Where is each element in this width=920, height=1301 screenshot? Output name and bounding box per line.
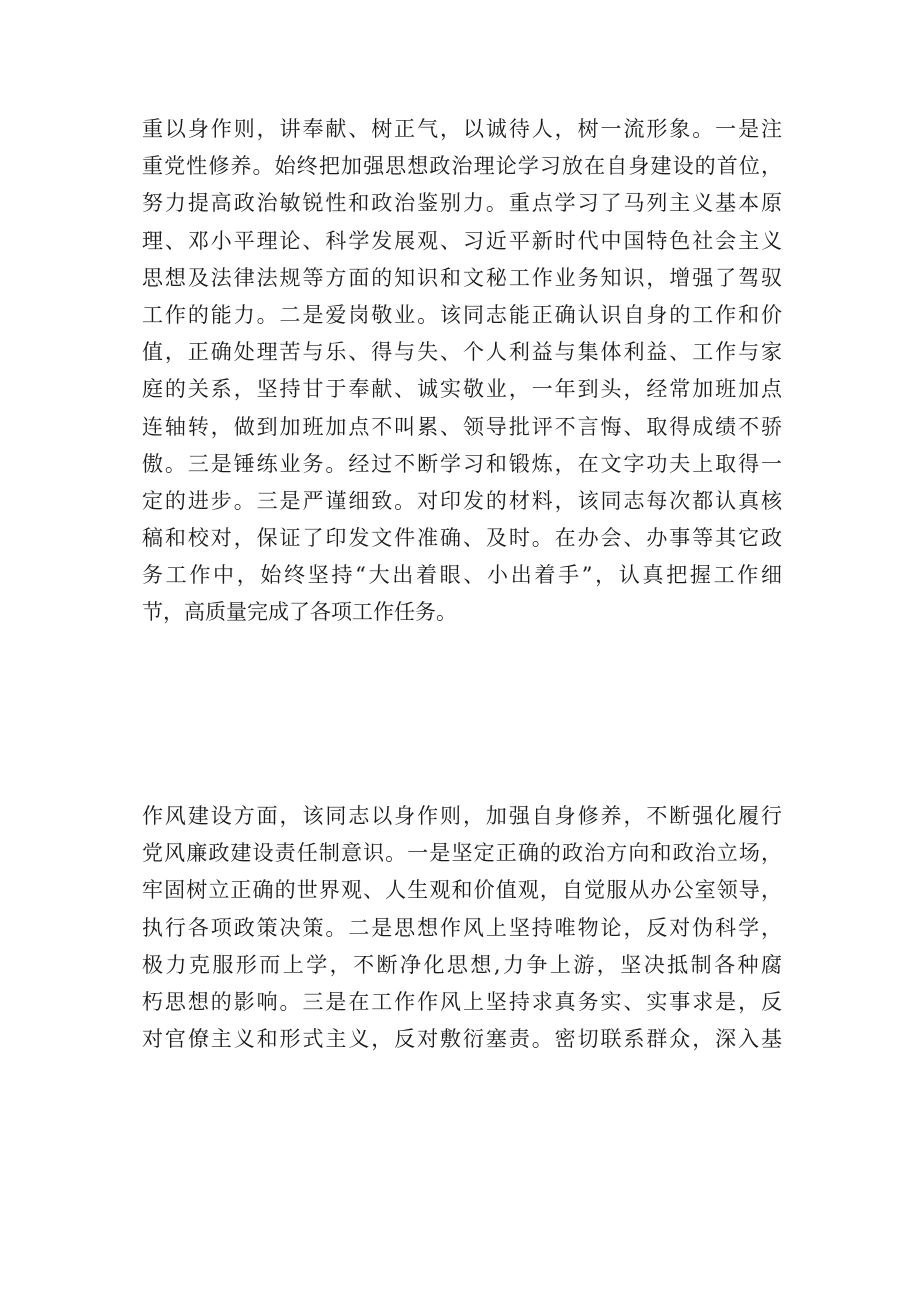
paragraph-1 bbox=[142, 111, 782, 632]
text-line: 对官僚主义和形式主义，反对敷衍塞责。密切联系群众，深入基 bbox=[142, 1027, 782, 1052]
text-line: 努力提高政治敏锐性和政治鉴别力。重点学习了马列主义基本原 bbox=[142, 191, 782, 216]
text-line: 稿和校对，保证了印发文件准确、及时。在办会、办事等其它政 bbox=[142, 526, 782, 551]
text-line: 极力克服形而上学，不断净化思想,力争上游，坚决抵制各种腐 bbox=[142, 952, 782, 977]
text-line: 节，高质量完成了各项工作任务。 bbox=[142, 600, 457, 625]
text-line: 重党性修养。始终把加强思想政治理论学习放在自身建设的首位， bbox=[142, 154, 782, 179]
paragraph-2 bbox=[142, 798, 782, 1058]
text-line: 务工作中，始终坚持“大出着眼、小出着手”，认真把握工作细 bbox=[142, 563, 782, 588]
text-line: 朽思想的影响。三是在工作作风上坚持求真务实、实事求是，反 bbox=[142, 989, 782, 1014]
text-line: 工作的能力。二是爱岗敬业。该同志能正确认识自身的工作和价 bbox=[142, 302, 782, 327]
text-line: 党风廉政建设责任制意识。一是坚定正确的政治方向和政治立场， bbox=[142, 841, 782, 866]
text-line: 理、邓小平理论、科学发展观、习近平新时代中国特色社会主义 bbox=[142, 228, 782, 253]
text-line: 值，正确处理苦与乐、得与失、个人利益与集体利益、工作与家 bbox=[142, 340, 782, 365]
text-line: 庭的关系，坚持甘于奉献、诚实敬业，一年到头，经常加班加点 bbox=[142, 377, 782, 402]
text-line: 定的进步。三是严谨细致。对印发的材料，该同志每次都认真核 bbox=[142, 488, 782, 513]
text-line: 傲。三是锤练业务。经过不断学习和锻炼，在文字功夫上取得一 bbox=[142, 451, 782, 476]
text-line: 思想及法律法规等方面的知识和文秘工作业务知识，增强了驾驭 bbox=[142, 265, 782, 290]
text-line: 作风建设方面，该同志以身作则，加强自身修养，不断强化履行 bbox=[142, 804, 782, 828]
text-line: 执行各项政策决策。二是思想作风上坚持唯物论，反对伪科学， bbox=[142, 915, 782, 940]
text-line: 牢固树立正确的世界观、人生观和价值观，自觉服从办公室领导， bbox=[142, 878, 782, 903]
text-line: 重以身作则，讲奉献、树正气，以诚待人，树一流形象。一是注 bbox=[142, 117, 782, 141]
text-line: 连轴转，做到加班加点不叫累、领导批评不言悔、取得成绩不骄 bbox=[142, 414, 782, 439]
